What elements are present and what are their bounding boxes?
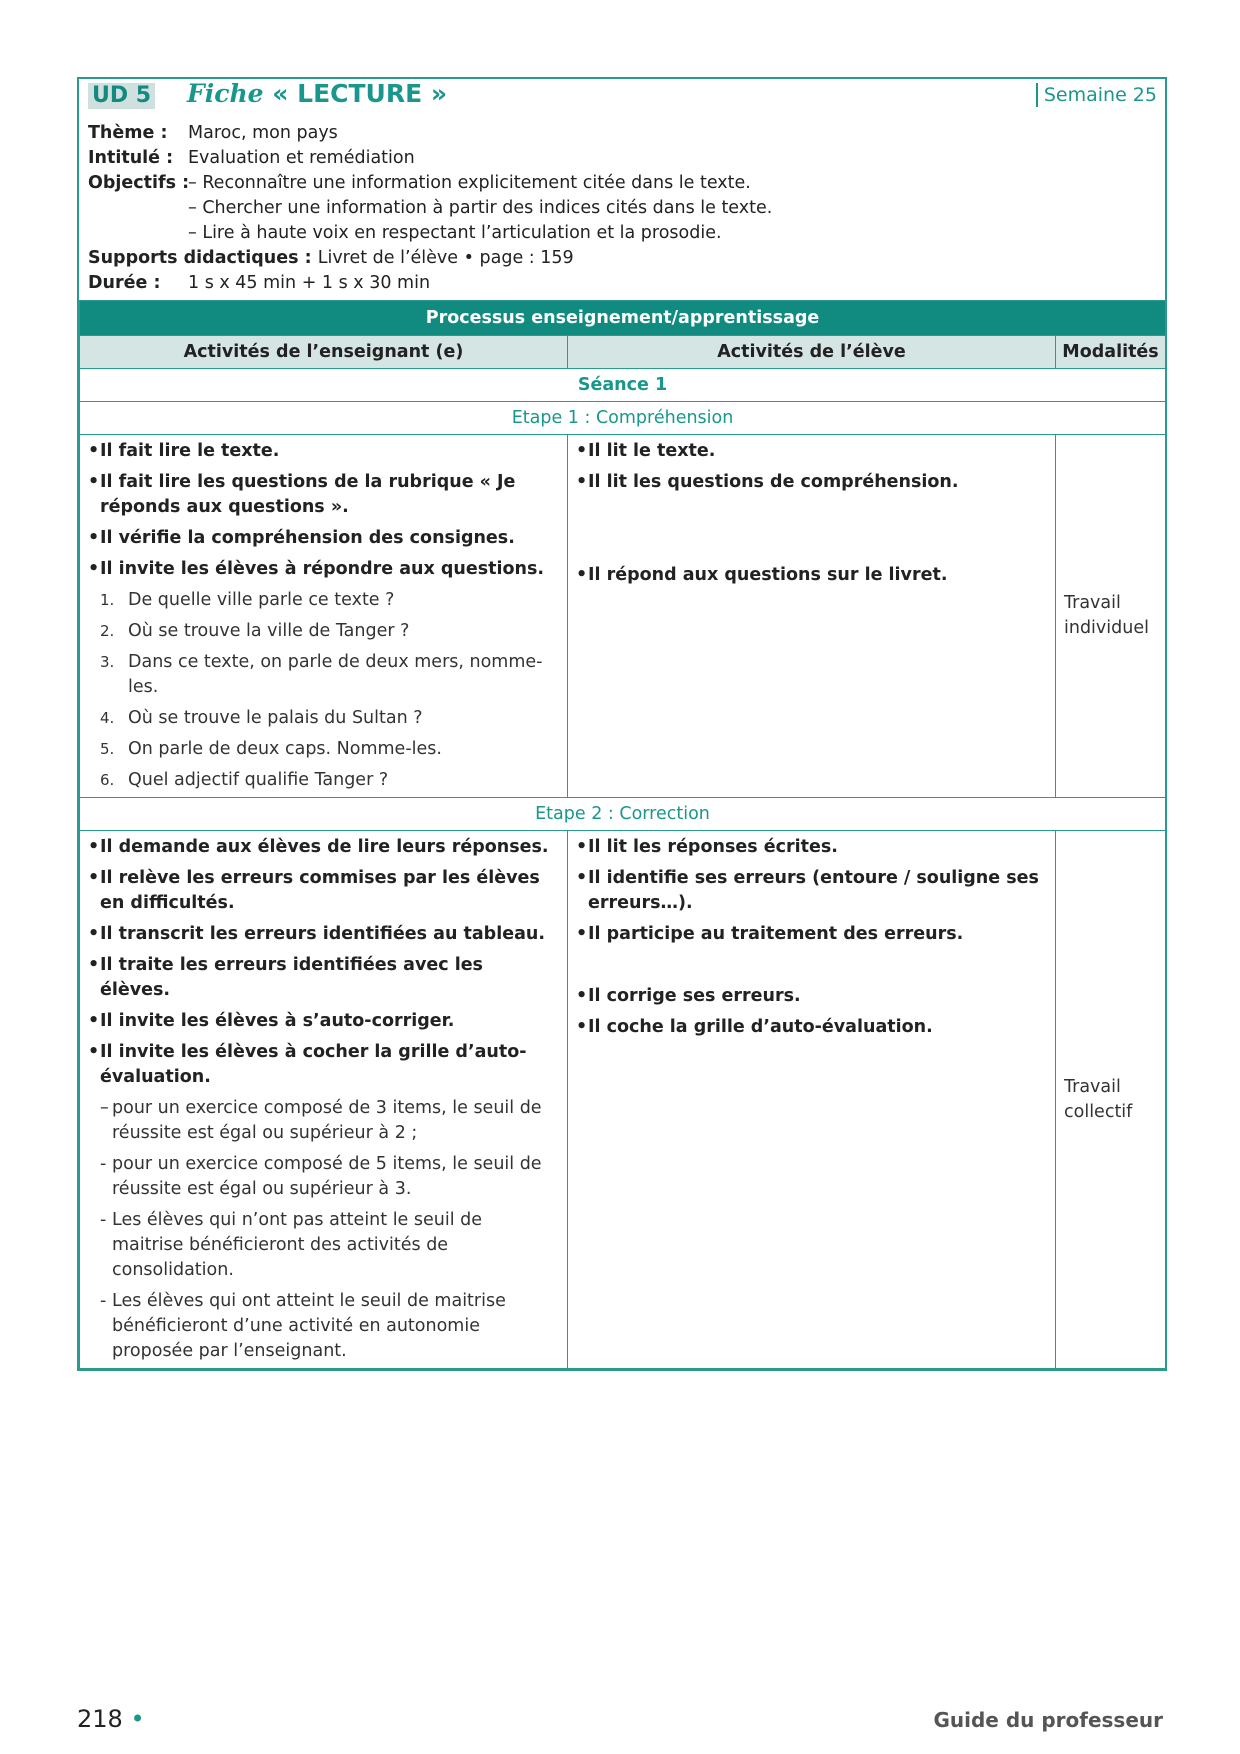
- etape1-teacher-cell: [80, 435, 568, 798]
- sheet-info: [79, 111, 1165, 300]
- objective-item: – Chercher une information à partir des indices cités dans le texte.: [188, 198, 773, 218]
- note-item: - pour un exercice composé de 5 items, le seuil de réussite est égal ou supérieur à 3.: [100, 1154, 542, 1199]
- col-header-teacher: Activités de l’enseignant (e): [80, 336, 568, 369]
- col-header-modalites: Modalités: [1056, 336, 1166, 369]
- etape1-modalite: Travail individuel: [1056, 435, 1166, 798]
- student-activity: • Il coche la grille d’auto-évaluation.: [576, 1015, 1047, 1040]
- objectifs-label: Objectifs :: [88, 173, 190, 193]
- etape2-student-cell: [568, 831, 1056, 1369]
- page-number: 218 •: [77, 1705, 145, 1733]
- teacher-activity: • Il traite les erreurs identifiées avec les élèves.: [88, 953, 559, 1003]
- sheet-title: [187, 79, 447, 109]
- student-activity: • Il lit les réponses écrites.: [576, 835, 1047, 860]
- student-activity: • Il lit les questions de compréhension.: [576, 470, 1047, 495]
- note-item: - Les élèves qui ont atteint le seuil de maitrise bénéficieront d’une activité en autonomie proposée par l’enseignant.: [100, 1291, 506, 1361]
- etape2-modalite: Travail collectif: [1056, 831, 1166, 1369]
- intitule-label: Intitulé :: [88, 148, 174, 168]
- footer-guide: Guide du professeur: [933, 1708, 1163, 1732]
- fiche-title: « LECTURE »: [272, 79, 448, 108]
- objective-item: – Lire à haute voix en respectant l’articulation et la prosodie.: [188, 223, 722, 243]
- objective-item: – Reconnaître une information explicitement citée dans le texte.: [188, 173, 751, 193]
- teacher-activity: • Il transcrit les erreurs identifiées au tableau.: [88, 922, 559, 947]
- student-activity: • Il lit le texte.: [576, 439, 1047, 464]
- duree-value: 1 s x 45 min + 1 s x 30 min: [188, 273, 431, 293]
- note-item: – pour un exercice composé de 3 items, le seuil de réussite est égal ou supérieur à 2 ;: [100, 1098, 542, 1143]
- teacher-activity: • Il vérifie la compréhension des consignes.: [88, 526, 559, 551]
- question-item: 2. Où se trouve la ville de Tanger ?: [100, 621, 410, 641]
- student-activity: • Il participe au traitement des erreurs.: [576, 922, 1047, 947]
- intitule-value: Evaluation et remédiation: [188, 148, 415, 168]
- fiche-word: Fiche: [187, 79, 264, 108]
- question-item: 4. Où se trouve le palais du Sultan ?: [100, 708, 423, 728]
- supports-label: Supports didactiques :: [88, 248, 312, 268]
- process-title: Processus enseignement/apprentissage: [80, 301, 1166, 336]
- question-item: 3. Dans ce texte, on parle de deux mers, nomme-les.: [100, 652, 543, 697]
- note-item: - Les élèves qui n’ont pas atteint le seuil de maitrise bénéficieront des activités de consolidation.: [100, 1210, 483, 1280]
- sheet-header: [79, 79, 1165, 111]
- teacher-activity: • Il invite les élèves à cocher la grille d’auto-évaluation.: [88, 1040, 559, 1090]
- week-label: Semaine 25: [1036, 83, 1157, 107]
- teacher-activity: • Il invite les élèves à s’auto-corriger.: [88, 1009, 559, 1034]
- theme-label: Thème :: [88, 123, 168, 143]
- seance-title: Séance 1: [80, 369, 1166, 402]
- unit-badge: UD 5: [88, 83, 155, 109]
- theme-value: Maroc, mon pays: [188, 123, 338, 143]
- question-item: 5. On parle de deux caps. Nomme-les.: [100, 739, 442, 759]
- supports-value: Livret de l’élève • page : 159: [317, 248, 574, 268]
- supports-line: [88, 246, 574, 271]
- duree-label: Durée :: [88, 273, 161, 293]
- teacher-activity: • Il fait lire les questions de la rubrique « Je réponds aux questions ».: [88, 470, 559, 520]
- question-item: 6. Quel adjectif qualifie Tanger ?: [100, 770, 389, 790]
- teacher-activity: • Il invite les élèves à répondre aux questions.: [88, 557, 559, 582]
- teacher-activity: • Il demande aux élèves de lire leurs réponses.: [88, 835, 559, 860]
- process-table: [79, 300, 1166, 1369]
- student-activity: • Il identifie ses erreurs (entoure / souligne ses erreurs…).: [576, 866, 1047, 916]
- student-activity: • Il corrige ses erreurs.: [576, 984, 1047, 1009]
- teacher-activity: • Il fait lire le texte.: [88, 439, 559, 464]
- teacher-activity: • Il relève les erreurs commises par les élèves en difficultés.: [88, 866, 559, 916]
- etape1-title: Etape 1 : Compréhension: [80, 402, 1166, 435]
- question-item: 1. De quelle ville parle ce texte ?: [100, 590, 395, 610]
- student-activity: • Il répond aux questions sur le livret.: [576, 563, 1047, 588]
- etape1-student-cell: [568, 435, 1056, 798]
- etape2-title: Etape 2 : Correction: [80, 798, 1166, 831]
- etape2-teacher-cell: [80, 831, 568, 1369]
- lesson-sheet: [77, 77, 1167, 1371]
- col-header-student: Activités de l’élève: [568, 336, 1056, 369]
